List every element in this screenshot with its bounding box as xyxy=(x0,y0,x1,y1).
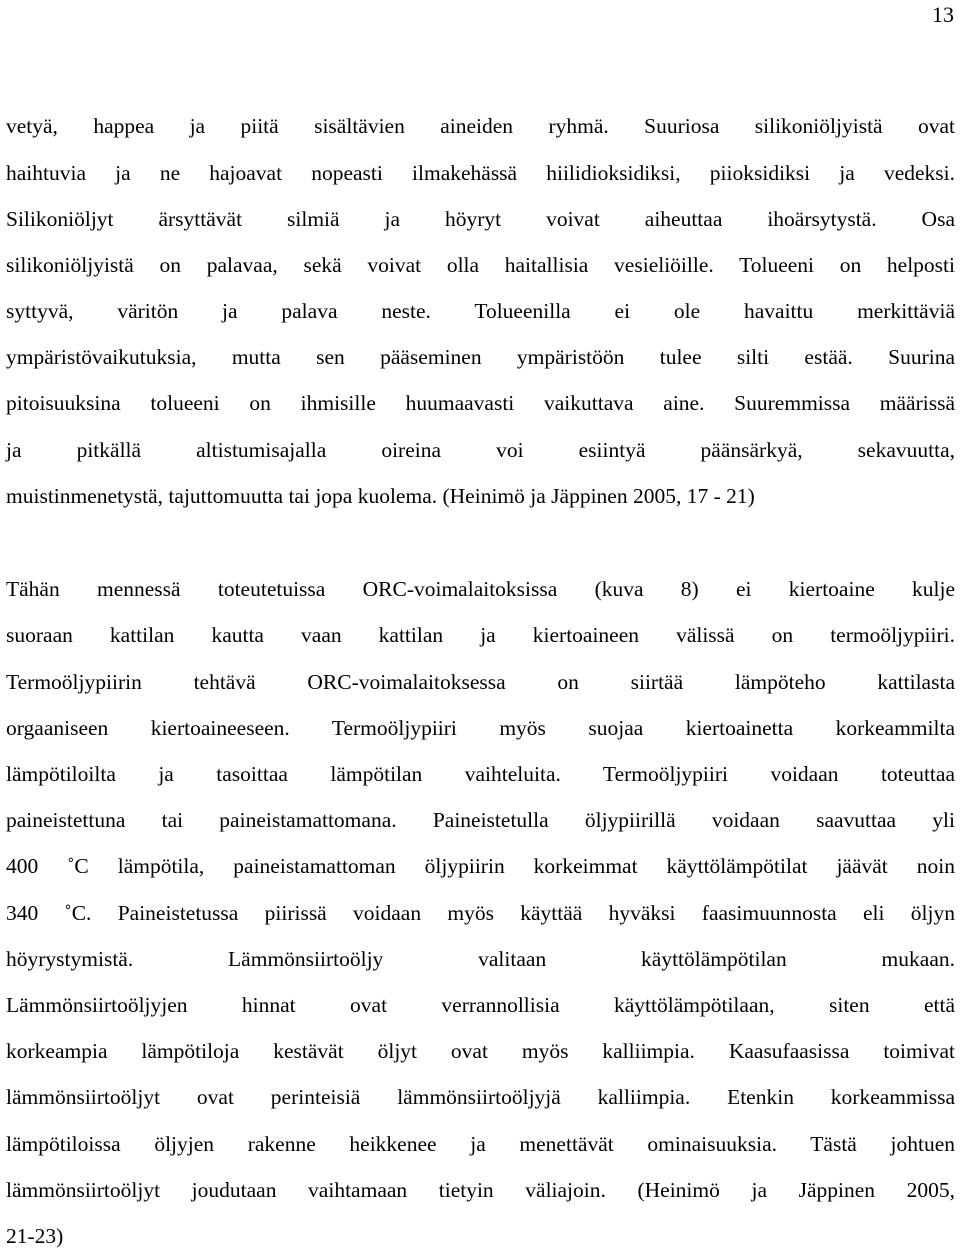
text-line: haihtuvia ja ne hajoavat nopeasti ilmakehässä hiilidioksidiksi, piioksidiksi ja vedeksi. xyxy=(6,161,955,185)
text-line: ja pitkällä altistumisajalla oireina voi esiintyä päänsärkyä, sekavuutta, xyxy=(6,438,955,462)
text-line: silikoniöljyistä on palavaa, sekä voivat olla haitallisia vesieliöille. Tolueeni on helposti xyxy=(6,253,955,277)
text-line: syttyvä, väritön ja palava neste. Tolueenilla ei ole havaittu merkittäviä xyxy=(6,299,955,323)
text-line: 21-23) xyxy=(6,1224,64,1248)
text-line: lämmönsiirtoöljyt joudutaan vaihtamaan tietyin väliajoin. (Heinimö ja Jäppinen 2005, xyxy=(6,1178,955,1202)
text-line: Tähän mennessä toteutetuissa ORC-voimalaitoksissa (kuva 8) ei kiertoaine kulje xyxy=(6,577,955,601)
text-line: 400 ˚C lämpötila, paineistamattoman öljypiirin korkeimmat käyttölämpötilat jäävät noin xyxy=(6,854,955,878)
text-line: Lämmönsiirtoöljyjen hinnat ovat verrannollisia käyttölämpötilaan, siten että xyxy=(6,993,955,1017)
text-line: orgaaniseen kiertoaineeseen. Termoöljypiiri myös suojaa kiertoainetta korkeammilta xyxy=(6,716,955,740)
text-line: korkeampia lämpötiloja kestävät öljyt ovat myös kalliimpia. Kaasufaasissa toimivat xyxy=(6,1039,955,1063)
text-line: vetyä, happea ja piitä sisältävien aineiden ryhmä. Suuriosa silikoniöljyistä ovat xyxy=(6,114,955,138)
text-line: suoraan kattilan kautta vaan kattilan ja kiertoaineen välissä on termoöljypiiri. xyxy=(6,623,955,647)
text-line: Termoöljypiirin tehtävä ORC-voimalaitoksessa on siirtää lämpöteho kattilasta xyxy=(6,670,955,694)
text-line: muistinmenetystä, tajuttomuutta tai jopa kuolema. (Heinimö ja Jäppinen 2005, 17 - 21) xyxy=(6,484,755,508)
text-line: ympäristövaikutuksia, mutta sen pääseminen ympäristöön tulee silti estää. Suurina xyxy=(6,345,955,369)
text-line: lämmönsiirtoöljyt ovat perinteisiä lämmönsiirtoöljyjä kalliimpia. Etenkin korkeammissa xyxy=(6,1085,955,1109)
text-line: pitoisuuksina tolueeni on ihmisille huumaavasti vaikuttava aine. Suuremmissa määrissä xyxy=(6,391,955,415)
text-line: 340 ˚C. Paineistetussa piirissä voidaan myös käyttää hyväksi faasimuunnosta eli öljyn xyxy=(6,901,955,925)
text-line: Silikoniöljyt ärsyttävät silmiä ja höyryt voivat aiheuttaa ihoärsytystä. Osa xyxy=(6,207,955,231)
text-line: paineistettuna tai paineistamattomana. Paineistetulla öljypiirillä voidaan saavuttaa yli xyxy=(6,808,955,832)
text-line: höyrystymistä. Lämmönsiirtoöljy valitaan käyttölämpötilan mukaan. xyxy=(6,947,955,971)
text-line: lämpötiloissa öljyjen rakenne heikkenee ja menettävät ominaisuuksia. Tästä johtuen xyxy=(6,1132,955,1156)
text-line: lämpötiloilta ja tasoittaa lämpötilan vaihteluita. Termoöljypiiri voidaan toteuttaa xyxy=(6,762,955,786)
page-number: 13 xyxy=(932,2,954,27)
